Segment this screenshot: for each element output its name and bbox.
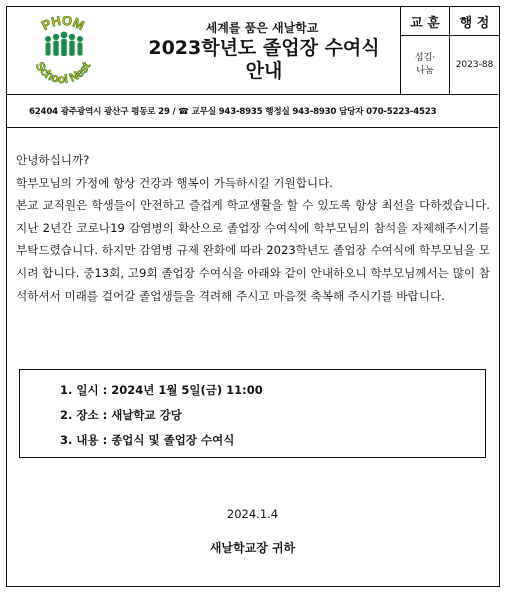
info-location: 2. 장소 : 새날학교 강당: [60, 408, 182, 422]
letter-body: [16, 149, 490, 307]
info-datetime: 1. 일시 : 2024년 1월 5일(금) 11:00: [60, 383, 263, 397]
letter-date: 2024.1.4: [226, 507, 279, 521]
document-number: 2023-88: [455, 59, 494, 70]
header-info-grid: [400, 7, 499, 94]
main-paragraph: 본교 교직원은 학생들이 안전하고 즐겁게 학교생활을 할 수 있도록 항상 최선을 다하겠습니다. 지난 2년간 코로나19 감염병의 확산으로 졸업장 수여식에 학부모님의 참석을 자제해주시기를 부탁드렸습니다. 하지만 감염병 규제 완화에 따라 2023학년도 졸업장 수여식에 학부모님을 모시려 합니다. 중13회, 고9회 졸업장 수여식을 아래와 같이 안내하오니 학부모님께서는 많이 참석하셔서 미래를 걸어갈 졸업생들을 격려해 주시고 마음껏 축복해 주시기를 바랍니다.: [16, 198, 490, 303]
svg-text:School Nest: School Nest: [32, 59, 94, 87]
greeting: 안녕하십니까?: [16, 153, 90, 167]
signature: 새날학교장 귀하: [209, 541, 296, 555]
info-content: 3. 내용 : 종업식 및 졸업장 수여식: [60, 433, 235, 447]
school-logo: [21, 13, 105, 89]
motto-value: [401, 36, 450, 94]
title-line-2: 안내: [245, 60, 283, 82]
school-slogan: 세계를 품은 새날학교: [205, 21, 319, 35]
admin-header: 행 정: [450, 7, 499, 36]
title-line-1: 2023학년도 졸업장 수여식: [148, 37, 380, 59]
letterhead: [7, 7, 498, 95]
page-title: [119, 37, 409, 83]
svg-text:PHOM: PHOM: [39, 13, 87, 34]
wish-line: 학부모님의 가정에 항상 건강과 행복이 가득하시길 기원합니다.: [16, 175, 333, 190]
document-frame: [6, 6, 500, 587]
event-info-box: [19, 369, 486, 458]
motto-header: 교 훈: [401, 7, 450, 36]
address-bar: 62404 광주광역시 광산구 평동로 29 / ☎ 교무실 943-8935 행정실 943-8930 담당자 070-5223-4523: [7, 95, 498, 128]
motto-text: 섬김·나눔: [414, 53, 436, 76]
